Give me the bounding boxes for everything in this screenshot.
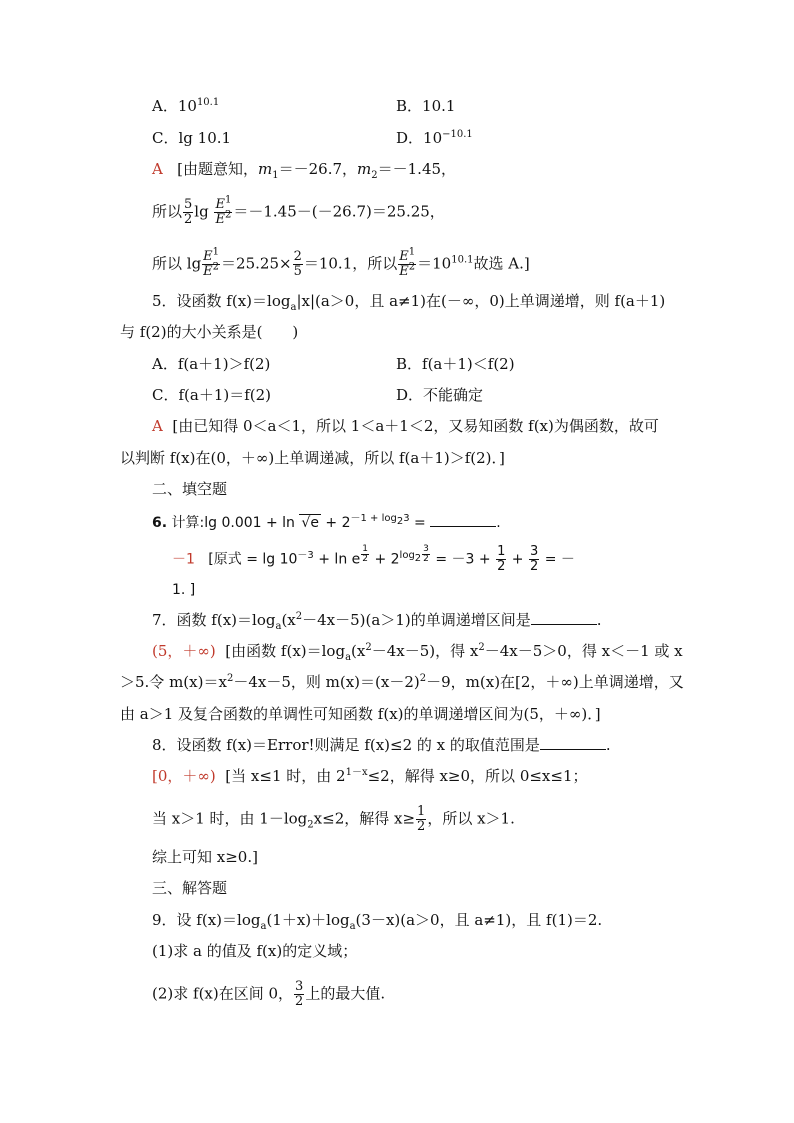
q9-stem: 9．设 $f(x)=\log_a(1+x)+\log_a(3-x)(a>0$，且 a≠1)，且 f(1)＝2. — [152, 911, 603, 932]
q8-solution-line1: [0，＋∞) [当 x≤1 时，由 $2^{1-x}\le 2$，解得 x≥0，所以 0≤x≤1； — [152, 767, 588, 785]
q8-solution-line2: 当 x＞1 时，由 $1-\log_2x\le 2$，解得 x≥ $\frac{1}{2}$ ，所以 x＞1. — [152, 804, 515, 834]
fraction: $\frac{3}{2}$ — [530, 544, 539, 574]
q4-solution-line1: A [由题意知，$m_1=-26.7$，$m_2=-1.45$， — [152, 160, 457, 181]
section-heading-fill-in: 二、填空题 — [152, 480, 228, 498]
fraction: $\frac{1}{2}$ — [497, 544, 506, 574]
q5-solution-line1: A [由已知得 0＜a＜1，所以 1＜a＋1＜2，又易知函数 f(x)为偶函数，故可 — [152, 417, 659, 435]
fraction: $\frac{E^1}{E^2}$ — [399, 246, 416, 279]
q6-solution-line1: －1 [原式 = $\lg 10^{-3} + \ln e$ $^{\frac{1}{2}}$ + $2^{log_2 \frac{3}{2}}$ = －3 + $\frac{1}{2}$ + $\frac{3}{2}$ = － — [172, 544, 575, 574]
fraction: $\frac{1}{2}$ — [417, 804, 426, 834]
q6-answer: －1 — [172, 551, 195, 568]
q7-answer: (5，＋∞) — [152, 642, 216, 660]
q6-stem: 6. 计算:lg $0.001 + \ln √e + 2^{-1 + log_23}$ = . — [152, 513, 501, 531]
q7-solution-line2: ＞5.令 $m(x)=x^2-4x-5$，则 $m(x)=(x-2)^2-9$，m(x)在[2，＋∞)上单调递增，又 — [120, 673, 684, 691]
q8-answer: [0，＋∞) — [152, 767, 216, 785]
q4-solution-line2: 所以 $\frac{5}{2}$ lg $\frac{E^1}{E^2}$ ＝－1.45－(－26.7)＝25.25， — [152, 194, 445, 227]
fraction: $\frac{E^1}{E^2}$ — [215, 194, 232, 227]
q4-option-d: D．$10^{-10.1}$ — [396, 129, 473, 147]
fraction: $\frac{5}{2}$ — [184, 197, 193, 227]
q7-stem: 7．函数 $f(x)=\log_a(x^2-4x-5)(a>1)$的单调递增区间是 . — [152, 611, 602, 632]
q5-option-d: D．不能确定 — [396, 386, 484, 404]
q7-solution-line1: (5，＋∞) [由函数 $f(x)=\log_a(x^2-4x-5)$，得 $x^2-4x-5>0$，得 x＜－1 或 x — [152, 642, 683, 663]
answer-blank — [540, 735, 606, 750]
q4-option-c: C．lg 10.1 — [152, 129, 232, 147]
q8-stem: 8．设函数 f(x)＝Error!则满足 f(x)≤2 的 x 的取值范围是 . — [152, 736, 611, 754]
q4-solution-line3: 所以 lg $\frac{E^1}{E^2}$ ＝25.25× $\frac{2}{5}$ ＝10.1，所以 $\frac{E^1}{E^2}$ $=10^{10.1}$故选 A.] — [152, 246, 530, 279]
answer-blank — [531, 610, 597, 625]
q5-answer: A — [152, 417, 163, 435]
q4-option-a: A．$10^{10.1}$ — [152, 97, 220, 115]
sqrt-symbol: √e — [301, 515, 319, 531]
q5-stem-line2: 与 f(2)的大小关系是( ) — [120, 323, 299, 341]
q4-option-b: B．10.1 — [396, 97, 456, 115]
fraction: $\frac{E^1}{E^2}$ — [203, 246, 220, 279]
q5-stem-line1: 5．设函数 $f(x)=\log_a|x|(a>0$，且 a≠1)在(－∞，0)上单调递增，则 f(a＋1) — [152, 292, 666, 313]
q9-part1: (1)求 a 的值及 f(x)的定义域； — [152, 942, 358, 960]
q5-option-c: C．f(a＋1)＝f(2) — [152, 386, 272, 404]
q5-option-a: A．f(a＋1)＞f(2) — [152, 355, 271, 373]
fraction: $\frac{3}{2}$ — [295, 979, 304, 1009]
q8-solution-line3: 综上可知 x≥0.] — [152, 848, 258, 866]
q6-solution-line2: 1. ] — [172, 582, 196, 598]
q5-solution-line2: 以判断 f(x)在(0，＋∞)上单调递减，所以 f(a＋1)＞f(2)．] — [120, 449, 505, 467]
fraction: $\frac{2}{5}$ — [293, 249, 302, 279]
q7-solution-line3: 由 a＞1 及复合函数的单调性可知函数 f(x)的单调递增区间为(5，＋∞)．] — [120, 705, 601, 723]
q4-answer: A — [152, 160, 163, 178]
answer-blank — [430, 512, 496, 527]
q9-part2: (2)求 f(x)在区间 0， $\frac{3}{2}$ 上的最大值. — [152, 979, 386, 1009]
q5-option-b: B．f(a＋1)＜f(2) — [396, 355, 515, 373]
section-heading-answer: 三、解答题 — [152, 879, 228, 897]
